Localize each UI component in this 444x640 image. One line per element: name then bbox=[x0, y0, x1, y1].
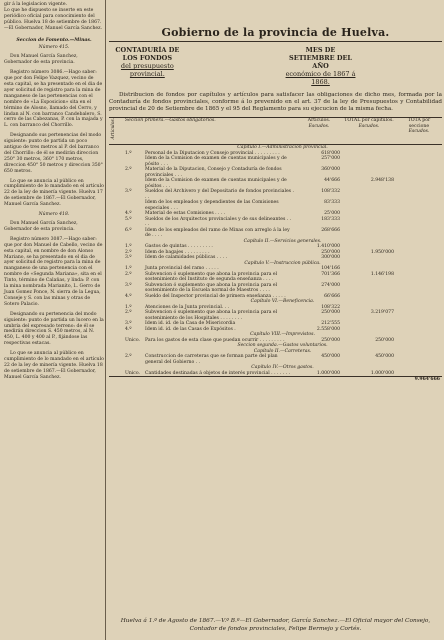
section-total bbox=[396, 272, 442, 283]
article-number: 4.º bbox=[125, 326, 132, 332]
article-description: Idem de bagajes . . . . . . . . . bbox=[145, 249, 210, 255]
article-description: Subvencion ó suplemento que abona la provincia para el sostenimiento del Instituto de segunda enseñanza . . . . bbox=[145, 271, 278, 282]
article-amount: 66'666 bbox=[324, 293, 340, 299]
article-amount: 257'000 bbox=[321, 156, 340, 161]
chapter-total bbox=[342, 156, 396, 167]
table-row bbox=[109, 217, 442, 228]
chapter-total bbox=[342, 167, 396, 178]
table-row bbox=[109, 354, 442, 365]
left-column bbox=[4, 2, 104, 385]
chapter-total bbox=[342, 228, 396, 239]
article-amount: 212'555 bbox=[321, 321, 340, 326]
article-description: Idem de la Comision de examen de cuentas municipales y de pósitos . . . bbox=[145, 178, 287, 189]
col-art-unit: Escudos. bbox=[308, 123, 330, 129]
article-number bbox=[123, 200, 143, 211]
chapter-total: 1.000'000 bbox=[370, 370, 394, 376]
section-total bbox=[396, 228, 442, 239]
chapter-title: Capítulo I.—Administracion provincial. bbox=[237, 145, 328, 150]
chapter-total bbox=[342, 283, 396, 294]
section-total bbox=[396, 310, 442, 321]
chapter-total: 450'000 bbox=[375, 354, 394, 359]
table-row bbox=[109, 310, 442, 321]
article-number: 1.º bbox=[125, 266, 132, 271]
left-top-text: gir á la legislacion vigente. Lo que he dispuesto se inserte en este periódico oficial para conocimiento del público. Huelva 18 de setiembre de 1867.—El Gobernador, Manuel García Sanchez. bbox=[4, 2, 103, 31]
document-title: Gobierno de la provincia de Huelva. bbox=[161, 26, 390, 39]
entry2-text2: Registro número 3087.—Hago saber: que por don Manuel de Cabello, vecino de esta capital, en nombre de don Alonso Mariano, se ha presentado en el dia de ayer solicitud de registro para la mina de manganeso de una pertenencia con el nombre de «Segunda Mariana», sita en el Tinto, término de Calañas, y linda: P. con la mina nombrada Marianito, L. Gerro de Juan Gomez Ponce, N. sierra de la Legua, Conseje y S. con las minas y otras de Sotero Palacio. bbox=[4, 236, 103, 307]
article-number: Unico. bbox=[125, 370, 141, 376]
header-left bbox=[109, 46, 269, 86]
table-row bbox=[109, 272, 442, 283]
article-number: 3.º bbox=[125, 321, 132, 326]
article-description: Idem de los empleados y dependientes de las Comisiones especiales . . . bbox=[145, 200, 279, 211]
table-row bbox=[109, 371, 442, 377]
article-number: 2.º bbox=[125, 249, 132, 255]
article-number: 3.º bbox=[125, 189, 132, 194]
article-amount: 108'322 bbox=[321, 304, 340, 310]
total-row bbox=[109, 377, 442, 383]
article-description: Sueldos del Archivero y del Depositario de fondos provinciales . . . bbox=[145, 189, 294, 200]
article-amount: 25'000 bbox=[324, 211, 340, 216]
article-number: 3.º bbox=[125, 282, 132, 288]
entry1-text4: Lo que se anuncia al público en cumplimiento de lo mandado en el artículo 22 de la ley de minería vigente. Huelva 17 de setiembre de 1867.—El Gobernador, Manuel García Sanchez. bbox=[4, 178, 104, 208]
budget-document bbox=[109, 2, 442, 383]
article-number: 3.º bbox=[125, 255, 132, 260]
article-amount: 618'000 bbox=[321, 150, 340, 156]
entry1-text1: Don Manuel García Sanchez, Gobernador de esta provincia. bbox=[4, 54, 78, 66]
budget-table bbox=[109, 117, 442, 383]
article-number: Unico. bbox=[125, 337, 141, 343]
section-total bbox=[396, 354, 442, 365]
entry1-text2: Registro número 3086.—Hago saber: que por don Felipe Vazquez, vecino de esta capital, se ha presentado en el dia de ayer solicitud de registro para la mina de manganeso de las pertenencias con el nombre de «La Esposicion» sita en el término de Alosno, llamado del Cerro, y lindan al N. con barranco Candebalero, S. cerro de las Cabezanas, P. con la majada y L. con barranco del Chorrillo. bbox=[4, 70, 103, 129]
article-number bbox=[123, 178, 143, 189]
article-amount bbox=[296, 377, 342, 383]
article-description: Idem de los empleados del ramo de Minas con arreglo á la ley de . . . . bbox=[145, 227, 290, 238]
chapter-total bbox=[342, 200, 396, 211]
entry2-number: Número 418. bbox=[38, 212, 70, 218]
table-row bbox=[109, 228, 442, 239]
chapter-title: Capítulo IV.—Otros gastos. bbox=[251, 365, 314, 370]
article-amount: 360'000 bbox=[321, 167, 340, 172]
table-row bbox=[109, 200, 442, 211]
article-description: Sueldos de los Arquitectos provinciales y de sus delineantes . . . . bbox=[145, 216, 292, 227]
section-total bbox=[396, 167, 442, 178]
table-row bbox=[109, 167, 442, 178]
article-description: Atenciones de la Junta provincial. . . bbox=[145, 304, 230, 310]
article-amount: 300'000 bbox=[321, 255, 340, 260]
section-total bbox=[396, 156, 442, 167]
table-header-row bbox=[109, 118, 442, 145]
chapter-title: Seccion segunda.—Gastos voluntarios. bbox=[237, 343, 328, 348]
article-amount: 250'000 bbox=[321, 337, 340, 343]
article-amount: 104'166 bbox=[321, 266, 340, 271]
article-description: Idem de calamidades públicas . . . . bbox=[145, 255, 228, 260]
article-description: Cantidades destinadas á objetos de interés provincial . . . . . . . bbox=[145, 370, 291, 376]
article-description: Subvencion ó suplemento que abona la provincia para el sostenimiento de la Escuela normal de Maestros . . . . bbox=[145, 282, 278, 293]
entry2-text4: Lo que se anuncia al público en cumplimiento de lo mandado en el artículo 22 de la ley de minería vigente. Huelva 18 de setiembre de 1867.—El Gobernador, Manuel García Sanchez. bbox=[4, 351, 104, 380]
article-amount: 83'333 bbox=[324, 200, 340, 205]
section-total bbox=[396, 189, 442, 200]
chapter-total bbox=[342, 377, 396, 383]
chapter-total bbox=[342, 217, 396, 228]
article-description: Idem de la Comision de examen de cuentas municipales y de pósito . . . bbox=[145, 156, 287, 167]
chapter-total: 3.219'077 bbox=[370, 310, 394, 315]
col-section: Seccion primera.—Gastos obligatorios. bbox=[123, 118, 296, 145]
chapter-total: 1.146'198 bbox=[370, 271, 394, 277]
chapter-total: 1.950'000 bbox=[370, 249, 394, 255]
article-description: Gastos de quintas . . . . . . . . . bbox=[145, 244, 213, 249]
section-total bbox=[396, 178, 442, 189]
header-right-line2: económico de 1867 á 1868. bbox=[285, 70, 356, 86]
section-total: 9.964'666 bbox=[414, 377, 440, 382]
section-total bbox=[396, 283, 442, 294]
article-amount: 250'000 bbox=[321, 249, 340, 255]
article-description: Idem id. id. de las Casas de Expósitos . bbox=[145, 326, 236, 332]
article-amount: 183'333 bbox=[321, 216, 340, 222]
entry1-text3: Designando sus pertenencias del modo siguiente: punto de partida un poco antiguo de tres metros al P. del barranco del Chorrillo: de él se medirán direccion 250° 30 metros, 360° 170 metros, direccion 450° 50 metros y direccion 350° 650 metros. bbox=[4, 133, 103, 174]
article-number: 2.º bbox=[125, 354, 132, 359]
entry2-text3: Designando su pertenencia del modo siguiente: punto de partida un lucero en la umbria del expresado terreno: de él se medirán direccion S. 450 metros, al N. 450, L. 400 y 400 al P., fijándose las respectivas estacas. bbox=[4, 311, 104, 347]
article-amount: 1.410'000 bbox=[316, 244, 340, 249]
chapter-title: Capítulo VI.—Beneficencia. bbox=[250, 299, 315, 304]
table-body bbox=[109, 145, 442, 383]
article-number: 1.º bbox=[125, 244, 132, 249]
table-row bbox=[109, 156, 442, 167]
document-header bbox=[109, 46, 442, 86]
article-description: Sueldo del Inspector provincial de primera enseñanza . . . . . bbox=[145, 293, 286, 299]
chapter-title: Capítulo V.—Instruccion pública. bbox=[244, 260, 321, 266]
footer-signature: Huelva á 1.º de Agosto de 1867.—V.º B.º—El Gobernador, García Sanchez.—El Oficial mayor del Consejo, Contador de fondos provinciales, Felipe Bermejo y Cortés. bbox=[120, 618, 431, 632]
col-articulos: Artículos. bbox=[111, 118, 116, 140]
intro-paragraph: Distribucion de fondos por capítulos y artículos para satisfacer las obligaciones de dicho mes, formada por la Contaduría de fondos provinciales, conforme á lo prevenido en el art. 37 de la ley de Presupuestos y Contabilidad provincial de 20 de Setiembre de 1865 y el 95 del Reglamento para su ejecucion de la misma fecha. bbox=[109, 92, 442, 112]
article-number: 5.º bbox=[125, 216, 132, 222]
section-total bbox=[396, 200, 442, 211]
article-number: 2.º bbox=[125, 167, 132, 172]
col-total-sec: TOTA por seccione bbox=[407, 118, 431, 129]
article-description: Construccion de carreteras que se forman parte del plan general del Gobierno . . bbox=[145, 354, 278, 365]
article-description: Idem id. id. de la Casa de Misericordia bbox=[145, 321, 236, 326]
article-number: 6.º bbox=[125, 227, 132, 233]
article-number: 2.º bbox=[125, 310, 132, 315]
table-row bbox=[109, 189, 442, 200]
chapter-title: Capítulo II.—Carreteras. bbox=[253, 348, 312, 354]
article-number: 2.º bbox=[125, 271, 132, 277]
article-amount: 450'000 bbox=[321, 354, 340, 359]
header-left-line2: del presupuesto provincial. bbox=[120, 62, 174, 78]
article-description: Junta provincial del ramo . . . . . bbox=[145, 266, 219, 271]
article-amount: 108'332 bbox=[321, 189, 340, 194]
article-description bbox=[143, 377, 296, 383]
col-sec-unit: Escudos. bbox=[408, 129, 430, 134]
section-heading: Seccion de Fomento.—Minas. bbox=[16, 37, 92, 43]
table-row bbox=[109, 283, 442, 294]
article-number: 4.º bbox=[125, 293, 132, 299]
chapter-total: 2.948'138 bbox=[370, 178, 394, 183]
article-number: 1.º bbox=[125, 304, 132, 310]
header-left-line1: CONTADURÍA DE LOS FONDOS bbox=[115, 46, 180, 62]
entry1-number: Número 415. bbox=[38, 45, 70, 51]
article-amount: 268'666 bbox=[321, 227, 340, 233]
article-amount: 2.558'000 bbox=[316, 326, 340, 332]
chapter-title: Capítulo VIII.—Imprevistos. bbox=[250, 332, 315, 337]
section-total bbox=[396, 217, 442, 228]
article-number: 4.º bbox=[125, 211, 132, 216]
article-amount: 44'666 bbox=[324, 178, 340, 183]
col-cap-unit: Escudos. bbox=[358, 123, 380, 129]
article-amount: 250'000 bbox=[321, 310, 340, 315]
header-right bbox=[282, 46, 442, 86]
article-amount: 274'000 bbox=[321, 282, 340, 288]
article-description: Personal de la Diputacion y Consejo provincial . . . . . . . . . bbox=[145, 150, 280, 156]
col-total-cap: TOTAL por capítulos. bbox=[344, 118, 394, 123]
header-right-line1: MES DE SETIEMBRE DEL AÑO bbox=[289, 46, 352, 70]
table-row bbox=[109, 178, 442, 189]
title-rule bbox=[109, 41, 442, 42]
article-amount: 1.000'000 bbox=[316, 370, 340, 376]
article-number bbox=[123, 156, 143, 167]
article-description: Material de la Diputacion, Consejo y Contaduría de fondos provinciales . . . bbox=[145, 167, 282, 178]
col-art-amount: Artículos. bbox=[307, 118, 331, 123]
article-number bbox=[123, 377, 143, 383]
column-divider bbox=[105, 0, 106, 640]
chapter-total bbox=[342, 189, 396, 200]
article-description: Material de estas Comisiones . . . . bbox=[145, 211, 226, 216]
chapter-total: 250'000 bbox=[375, 337, 394, 343]
article-number: 1.º bbox=[125, 150, 132, 156]
article-description: Subvencion ó suplemento que abona la provincia para el sostenimiento de los Hospitales . . . . . . . . bbox=[145, 310, 278, 321]
article-amount: 701'366 bbox=[321, 271, 340, 277]
article-description: Para los gastos de esta clase que puedan ocurrir . . . . . . . . . bbox=[145, 337, 285, 343]
entry2-text1: Don Manuel García Sanchez, Gobernador de esta provincia. bbox=[4, 221, 78, 232]
chapter-title: Capítulo II.—Servicios generales. bbox=[243, 238, 322, 244]
